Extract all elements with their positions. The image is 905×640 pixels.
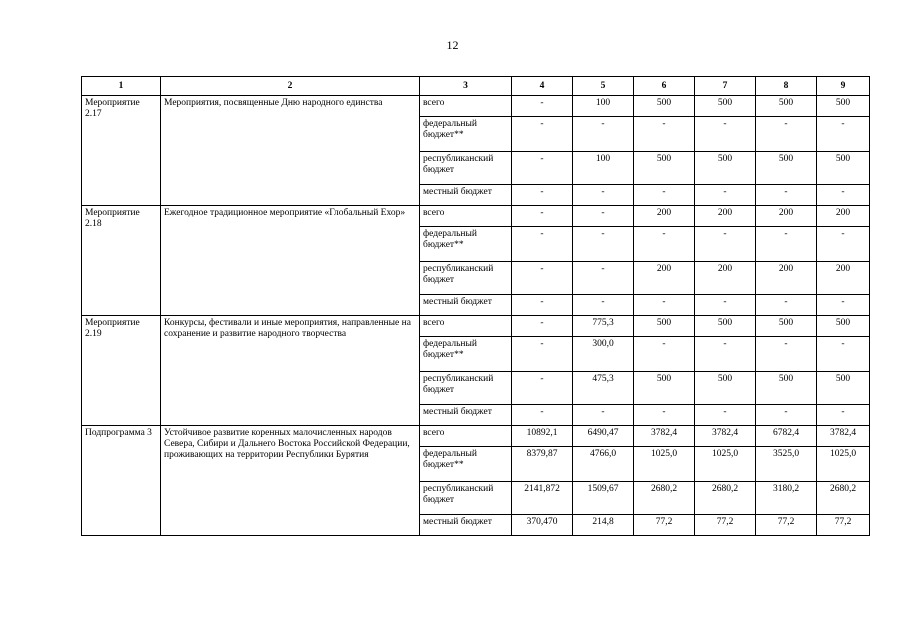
budget-table — [81, 76, 870, 536]
header-cell: 4 — [512, 77, 573, 96]
amount-cell: - — [512, 96, 573, 117]
amount-cell: - — [695, 227, 756, 262]
amount-cell: 500 — [695, 372, 756, 405]
amount-cell: 3782,4 — [634, 426, 695, 447]
amount-cell: 3180,2 — [756, 482, 817, 515]
amount-cell: - — [512, 185, 573, 206]
amount-cell: 1025,0 — [695, 447, 756, 482]
table-body — [82, 96, 870, 536]
event-code: Мероприятие 2.19 — [82, 316, 161, 426]
amount-cell: - — [512, 262, 573, 295]
amount-cell: - — [756, 117, 817, 152]
header-cell: 6 — [634, 77, 695, 96]
amount-cell: - — [817, 295, 870, 316]
amount-cell: - — [817, 337, 870, 372]
funding-source: местный бюджет — [420, 515, 512, 536]
amount-cell: - — [512, 227, 573, 262]
amount-cell: - — [573, 295, 634, 316]
amount-cell: 500 — [634, 316, 695, 337]
amount-cell: 4766,0 — [573, 447, 634, 482]
amount-cell: 200 — [817, 262, 870, 295]
amount-cell: 500 — [634, 372, 695, 405]
funding-source: республиканский бюджет — [420, 372, 512, 405]
funding-source: республиканский бюджет — [420, 482, 512, 515]
amount-cell: - — [634, 117, 695, 152]
amount-cell: 500 — [817, 372, 870, 405]
amount-cell: - — [634, 337, 695, 372]
amount-cell: 2680,2 — [817, 482, 870, 515]
amount-cell: 500 — [634, 96, 695, 117]
amount-cell: 500 — [695, 152, 756, 185]
amount-cell: 200 — [817, 206, 870, 227]
amount-cell: - — [573, 206, 634, 227]
funding-source: федеральный бюджет** — [420, 117, 512, 152]
amount-cell: 6490,47 — [573, 426, 634, 447]
amount-cell: 3525,0 — [756, 447, 817, 482]
amount-cell: 2680,2 — [634, 482, 695, 515]
amount-cell: - — [512, 117, 573, 152]
amount-cell: - — [695, 117, 756, 152]
amount-cell: - — [817, 227, 870, 262]
amount-cell: 500 — [634, 152, 695, 185]
amount-cell: - — [573, 117, 634, 152]
amount-cell: - — [512, 405, 573, 426]
amount-cell: - — [756, 227, 817, 262]
page-number: 12 — [446, 38, 459, 52]
amount-cell: 3782,4 — [817, 426, 870, 447]
amount-cell: 500 — [817, 316, 870, 337]
amount-cell: 475,3 — [573, 372, 634, 405]
funding-source: федеральный бюджет** — [420, 227, 512, 262]
amount-cell: 2680,2 — [695, 482, 756, 515]
funding-source: федеральный бюджет** — [420, 337, 512, 372]
amount-cell: 200 — [634, 262, 695, 295]
amount-cell: - — [634, 227, 695, 262]
amount-cell: - — [756, 295, 817, 316]
header-cell: 3 — [420, 77, 512, 96]
amount-cell: - — [634, 405, 695, 426]
funding-source: местный бюджет — [420, 295, 512, 316]
amount-cell: - — [756, 337, 817, 372]
funding-source: местный бюджет — [420, 185, 512, 206]
amount-cell: - — [512, 337, 573, 372]
amount-cell: - — [634, 185, 695, 206]
amount-cell: 300,0 — [573, 337, 634, 372]
amount-cell: 3782,4 — [695, 426, 756, 447]
amount-cell: - — [756, 185, 817, 206]
table-row — [82, 206, 870, 227]
amount-cell: 1025,0 — [817, 447, 870, 482]
header-cell: 2 — [161, 77, 420, 96]
amount-cell: 77,2 — [634, 515, 695, 536]
amount-cell: - — [695, 337, 756, 372]
header-cell: 8 — [756, 77, 817, 96]
amount-cell: 100 — [573, 152, 634, 185]
amount-cell: - — [573, 227, 634, 262]
funding-source: всего — [420, 206, 512, 227]
amount-cell: - — [573, 262, 634, 295]
amount-cell: 200 — [695, 262, 756, 295]
amount-cell: - — [512, 206, 573, 227]
amount-cell: 500 — [756, 372, 817, 405]
event-code: Подпрограмма 3 — [82, 426, 161, 536]
amount-cell: - — [634, 295, 695, 316]
amount-cell: - — [695, 295, 756, 316]
funding-source: республиканский бюджет — [420, 262, 512, 295]
header-cell: 7 — [695, 77, 756, 96]
amount-cell: 100 — [573, 96, 634, 117]
amount-cell: - — [512, 316, 573, 337]
amount-cell: 8379,87 — [512, 447, 573, 482]
amount-cell: 775,3 — [573, 316, 634, 337]
amount-cell: - — [817, 185, 870, 206]
funding-source: всего — [420, 426, 512, 447]
amount-cell: - — [817, 117, 870, 152]
amount-cell: 500 — [695, 96, 756, 117]
amount-cell: 6782,4 — [756, 426, 817, 447]
amount-cell: 500 — [695, 316, 756, 337]
amount-cell: - — [512, 372, 573, 405]
amount-cell: - — [695, 405, 756, 426]
amount-cell: - — [573, 185, 634, 206]
event-name: Ежегодное традиционное мероприятие «Глобальный Ехор» — [161, 206, 420, 316]
amount-cell: 200 — [756, 262, 817, 295]
amount-cell: - — [817, 405, 870, 426]
table-row — [82, 426, 870, 447]
amount-cell: - — [756, 405, 817, 426]
funding-source: всего — [420, 96, 512, 117]
amount-cell: 77,2 — [817, 515, 870, 536]
funding-source: всего — [420, 316, 512, 337]
amount-cell: 500 — [756, 152, 817, 185]
event-code: Мероприятие 2.17 — [82, 96, 161, 206]
amount-cell: - — [512, 295, 573, 316]
amount-cell: 500 — [756, 316, 817, 337]
funding-source: федеральный бюджет** — [420, 447, 512, 482]
table-row — [82, 316, 870, 337]
amount-cell: - — [512, 152, 573, 185]
amount-cell: 200 — [695, 206, 756, 227]
event-name: Конкурсы, фестивали и иные мероприятия, направленные на сохранение и развитие народного творчества — [161, 316, 420, 426]
amount-cell: 200 — [634, 206, 695, 227]
amount-cell: 500 — [756, 96, 817, 117]
header-cell: 9 — [817, 77, 870, 96]
event-name: Устойчивое развитие коренных малочисленных народов Севера, Сибири и Дальнего Востока Российской Федерации, проживающих на территории Республики Бурятия — [161, 426, 420, 536]
amount-cell: 370,470 — [512, 515, 573, 536]
event-code: Мероприятие 2.18 — [82, 206, 161, 316]
amount-cell: 500 — [817, 96, 870, 117]
amount-cell: 1509,67 — [573, 482, 634, 515]
amount-cell: 200 — [756, 206, 817, 227]
amount-cell: 2141,872 — [512, 482, 573, 515]
header-row — [82, 77, 870, 96]
amount-cell: 10892,1 — [512, 426, 573, 447]
amount-cell: 500 — [817, 152, 870, 185]
header-cell: 5 — [573, 77, 634, 96]
amount-cell: - — [695, 185, 756, 206]
amount-cell: 77,2 — [756, 515, 817, 536]
event-name: Мероприятия, посвященные Дню народного единства — [161, 96, 420, 206]
amount-cell: 77,2 — [695, 515, 756, 536]
table-row — [82, 96, 870, 117]
funding-source: республиканский бюджет — [420, 152, 512, 185]
amount-cell: - — [573, 405, 634, 426]
amount-cell: 214,8 — [573, 515, 634, 536]
amount-cell: 1025,0 — [634, 447, 695, 482]
header-cell: 1 — [82, 77, 161, 96]
funding-source: местный бюджет — [420, 405, 512, 426]
